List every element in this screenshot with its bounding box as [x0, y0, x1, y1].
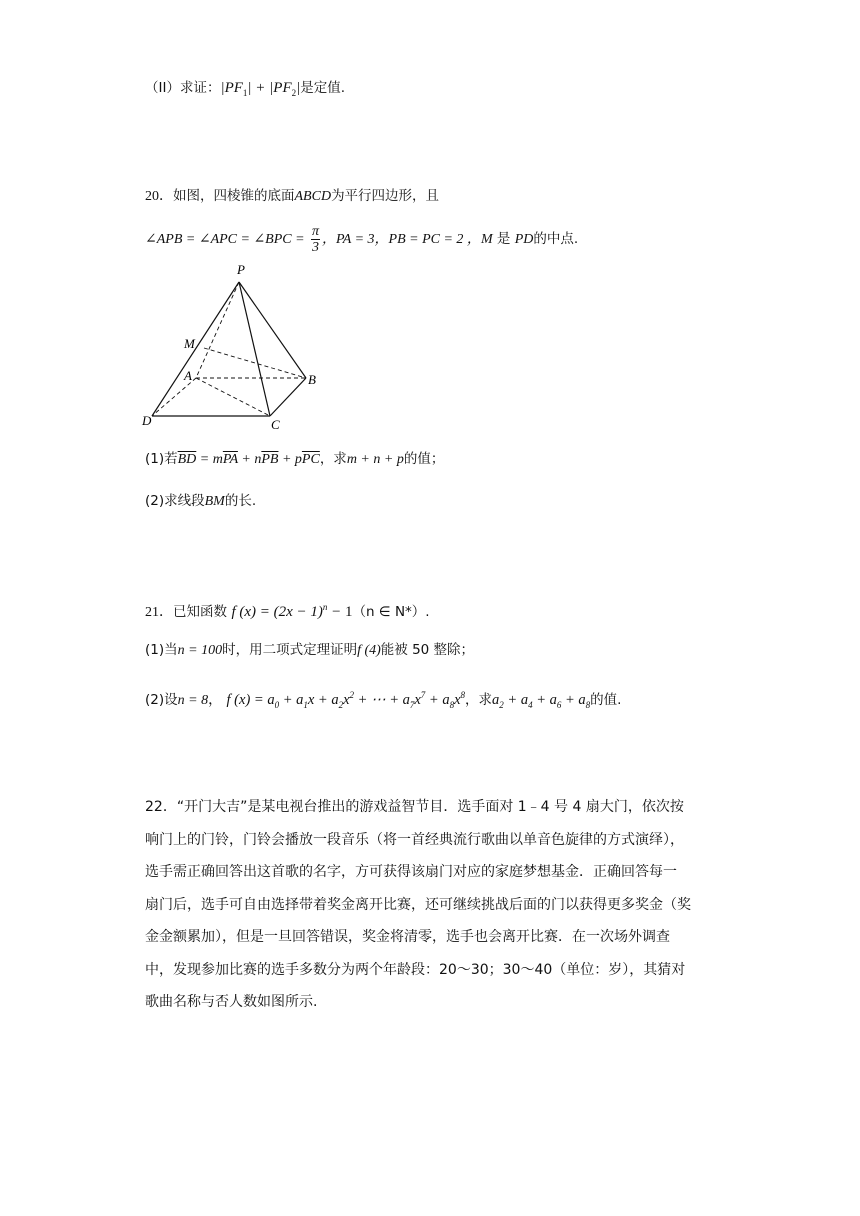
- q20-number: 20．: [145, 189, 173, 204]
- q20-part1-line: [145, 449, 444, 470]
- q21-part2-mid: ，求: [465, 691, 493, 708]
- q20-part2-suffix: 的长.: [224, 493, 257, 509]
- q21-part2-n: n = 8: [177, 692, 209, 708]
- q20-length-condition: ，PA = 3，PB = PC = 2 ，: [322, 232, 481, 247]
- q21-part1-f4: f (4): [357, 643, 381, 658]
- q21-stem: 已知函数: [173, 604, 227, 620]
- q21-part1-end: 能被 50 整除；: [380, 642, 475, 658]
- q21-part1-n: n = 100: [177, 643, 223, 658]
- q19-part2-prefix: （II）求证：: [145, 80, 221, 96]
- edge-PB: [239, 282, 306, 378]
- q20-abcd: ABCD: [294, 189, 332, 204]
- q21-function-def: f $(x) = (2x - 1)^n - 1$: [231, 602, 353, 620]
- q22-line-4: 扇门后，选手可自由选择带着奖金离开比赛，还可继续挑战后面的门以获得更多奖金（奖: [145, 896, 691, 913]
- label-D: D: [142, 413, 152, 428]
- edge-AC: [196, 378, 270, 416]
- edge-AD: [152, 378, 196, 416]
- q19-part2-suffix: 是定值.: [300, 80, 346, 96]
- q20-part2-line: [145, 491, 256, 512]
- q21-part1-prefix: (1)当: [145, 642, 178, 658]
- edge-BC: [270, 378, 306, 416]
- label-A: A: [184, 368, 192, 383]
- q20-part1-prefix: (1)若: [145, 451, 178, 467]
- q20-m-label: M: [480, 232, 493, 247]
- q20-pi-over-3: $\frac{\pi}{3}$: [312, 223, 320, 255]
- q20-part1-suffix: ，求: [319, 451, 347, 467]
- q20-stem-b: 为平行四边形，且: [331, 188, 440, 204]
- q21-stem-line: [145, 597, 430, 623]
- q20-pd: PD: [514, 232, 534, 247]
- q20-vector-equation: $\overline{BD} = m\overline{PA} + n\overline{PB} + p\overline{PC}$: [177, 452, 320, 467]
- q20-part1-end: 的值；: [403, 451, 445, 467]
- q22-line-1: 22．“开门大吉”是某电视台推出的游戏益智节目．选手面对 1﹣4 号 4 扇大门，依次按: [145, 799, 684, 815]
- q20-stem-line1: [145, 186, 439, 207]
- q21-part1-mid: 时，用二项式定理证明: [222, 642, 358, 658]
- label-C: C: [271, 417, 280, 432]
- q20-stem-line2: [145, 222, 578, 257]
- q20-part2-prefix: (2)求线段: [145, 493, 205, 509]
- q20-cond3: 是: [492, 231, 515, 247]
- q21-expansion: f $(x) = a_0 + a_1x + a_2x^2$ + ⋯ + $a_7x^7 + a_8x^8$: [226, 690, 466, 710]
- q21-condition: （n ∈ N*）.: [352, 604, 430, 620]
- q22-line-7: 歌曲名称与否人数如图所示.: [145, 994, 318, 1010]
- q19-abs-expression: $|PF_1| + |PF_2|$: [220, 80, 301, 98]
- q21-number: 21．: [145, 605, 173, 620]
- q21-part2-end: 的值.: [590, 691, 622, 708]
- q21-part2-prefix: (2)设: [145, 691, 178, 708]
- edge-PA: [196, 282, 239, 378]
- edge-PC: [239, 282, 270, 416]
- q21-part2-line: (2)设n = 8， f $(x) = a_0 + a_1x + a_2x^2$ + ⋯ + $a_7x^7 + a_8x^8$，求$a_2 + a_4 + a_6 + a_8$的值.: [145, 690, 622, 710]
- q20-bm: BM: [204, 494, 225, 509]
- edge-PD: [152, 282, 239, 416]
- label-P: P: [237, 262, 245, 277]
- label-M: M: [184, 336, 195, 351]
- q22-line-2: 响门上的门铃，门铃会播放一段音乐（将一首经典流行歌曲以单音色旋律的方式演绎），: [145, 831, 684, 848]
- q21-sum-expression: $a_2 + a_4 + a_6 + a_8$: [492, 691, 591, 710]
- q20-stem-a: 如图，四棱锥的底面: [173, 188, 295, 204]
- q20-cond4: 的中点.: [533, 231, 579, 247]
- q20-angle-condition: ∠APB = ∠APC = ∠BPC =: [145, 232, 305, 247]
- pyramid-figure: [138, 258, 338, 432]
- label-B: B: [308, 372, 316, 387]
- q22-line-3: 选手需正确回答出这首歌的名字，方可获得该扇门对应的家庭梦想基金．正确回答每一: [145, 864, 677, 880]
- q22-line-5: 金金额累加），但是一旦回答错误，奖金将清零，选手也会离开比赛．在一次场外调查: [145, 929, 670, 945]
- q20-part1-expr: m + n + p: [346, 452, 404, 467]
- q19-part2-line: [145, 78, 345, 103]
- q21-part1-line: [145, 640, 474, 661]
- q22-line-6: 中，发现参加比赛的选手多数分为两个年龄段：20～30；30～40（单位：岁），其猜对: [145, 961, 686, 978]
